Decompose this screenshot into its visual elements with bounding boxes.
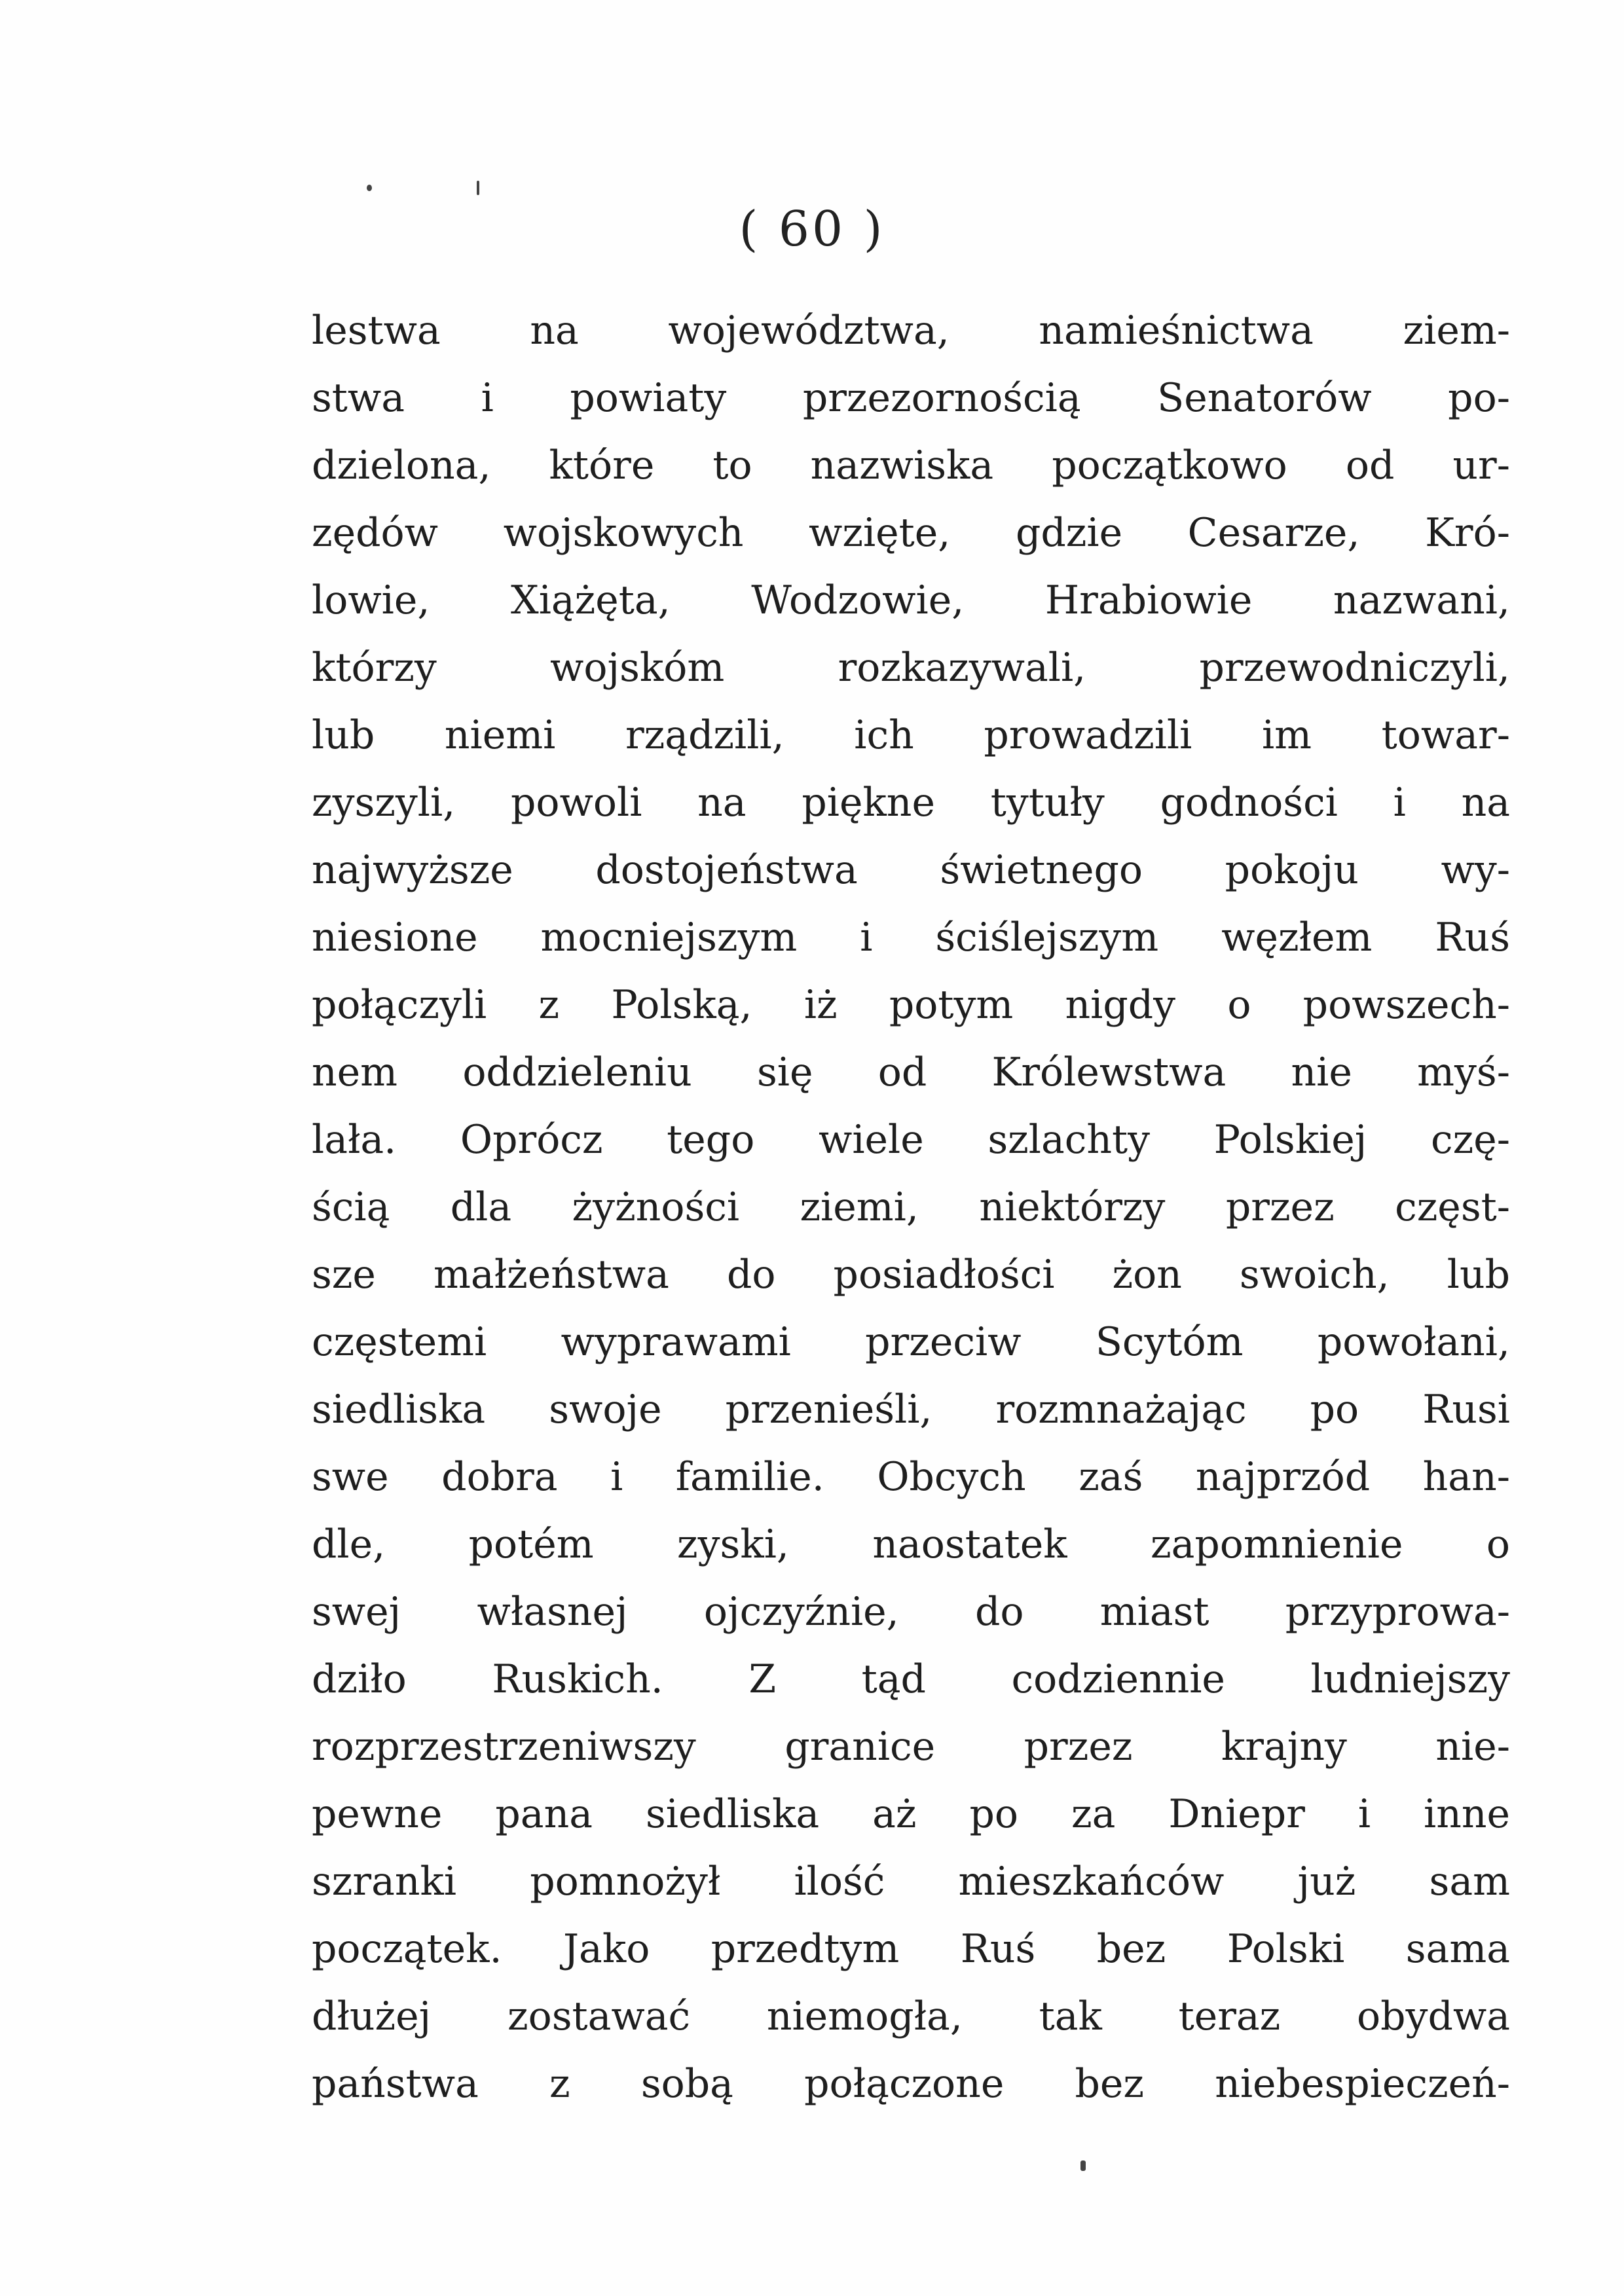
text-line: początek. Jako przedtym Ruś bez Polski sama bbox=[312, 1926, 1510, 1972]
page-number: ( 60 ) bbox=[739, 201, 885, 257]
text-line: zędów wojskowych wzięte, gdzie Cesarze, Kró- bbox=[312, 510, 1510, 556]
text-line: dle, potém zyski, naostatek zapomnienie o bbox=[312, 1522, 1510, 1567]
text-line: którzy wojskóm rozkazywali, przewodniczyli, bbox=[312, 645, 1510, 691]
text-line: ścią dla żyżności ziemi, niektórzy przez częst- bbox=[312, 1184, 1510, 1230]
text-line: najwyższe dostojeństwa świetnego pokoju wy- bbox=[312, 847, 1510, 893]
text-line: swej własnej ojczyźnie, do miast przyprowa- bbox=[312, 1589, 1510, 1635]
text-line: siedliska swoje przenieśli, rozmnażając po Rusi bbox=[312, 1387, 1510, 1432]
text-line: swe dobra i familie. Obcych zaś najprzód han- bbox=[312, 1454, 1510, 1500]
body-text bbox=[312, 297, 1510, 2118]
text-line: zyszyli, powoli na piękne tytuły godności i na bbox=[312, 780, 1510, 826]
text-line: połączyli z Polską, iż potym nigdy o powszech- bbox=[312, 982, 1510, 1028]
text-line: dzielona, które to nazwiska początkowo od ur- bbox=[312, 443, 1510, 488]
text-line: częstemi wyprawami przeciw Scytóm powołani, bbox=[312, 1319, 1510, 1365]
text-line: sze małżeństwa do posiadłości żon swoich, lub bbox=[312, 1252, 1510, 1298]
text-line: lestwa na województwa, namieśnictwa ziem- bbox=[312, 308, 1510, 354]
text-line: rozprzestrzeniwszy granice przez krajny nie- bbox=[312, 1724, 1510, 1770]
ink-speck bbox=[477, 181, 479, 195]
text-line: niesione mocniejszym i ściślejszym węzłem Ruś bbox=[312, 915, 1510, 960]
text-line: lała. Oprócz tego wiele szlachty Polskiej czę- bbox=[312, 1117, 1510, 1163]
text-line: lowie, Xiążęta, Wodzowie, Hrabiowie nazwani, bbox=[312, 577, 1510, 623]
ink-speck bbox=[367, 185, 372, 191]
text-line: nem oddzieleniu się od Królewstwa nie myś- bbox=[312, 1049, 1510, 1095]
ink-speck bbox=[1080, 2160, 1086, 2171]
text-line: lub niemi rządzili, ich prowadzili im towar- bbox=[312, 712, 1510, 758]
text-line: państwa z sobą połączone bez niebespieczeń- bbox=[312, 2061, 1510, 2107]
text-line: stwa i powiaty przezornością Senatorów po- bbox=[312, 375, 1510, 421]
text-line: szranki pomnożył ilość mieszkańców już sam bbox=[312, 1859, 1510, 1904]
text-line: dłużej zostawać niemogła, tak teraz obydwa bbox=[312, 1994, 1510, 2039]
text-line: pewne pana siedliska aż po za Dniepr i inne bbox=[312, 1791, 1510, 1837]
text-line: dziło Ruskich. Z tąd codziennie ludniejszy bbox=[312, 1656, 1510, 1702]
